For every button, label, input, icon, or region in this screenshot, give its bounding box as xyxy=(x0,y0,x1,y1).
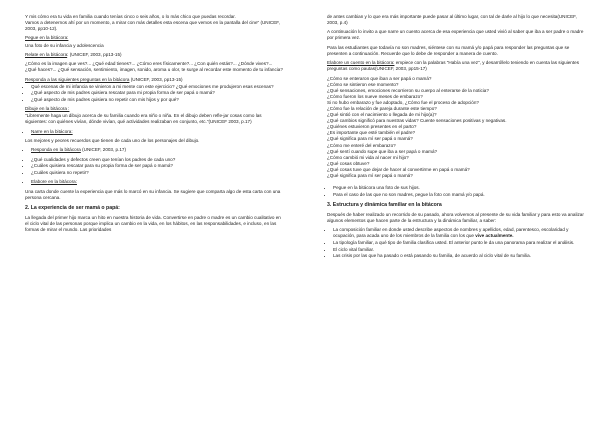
list-item: ¿Qué significa para mí ser papá o mamá? xyxy=(327,136,413,142)
pegue-text: Una foto de su infancia y adolescencia xyxy=(25,42,104,48)
list-item: ¿Cómo fueron los nueve meses de embarazo? xyxy=(327,93,423,99)
list-item: ¿Qué sensaciones, emociones recorrieron su cuerpo al enterarse de la noticia? xyxy=(327,87,489,93)
section3-list xyxy=(327,227,585,259)
list-item: ¿Es importante que esté también el padre? xyxy=(327,130,416,136)
list-item: ¿Qué significa para mí ser papá o mamá? xyxy=(327,173,413,178)
list-item: • El ciclo vital familiar. xyxy=(333,247,585,253)
responda2-line: • Responda en la bitácora (UNICEF, 2003, p.17) xyxy=(31,147,283,153)
narre-list xyxy=(25,129,283,135)
elabore-head xyxy=(25,179,283,185)
list-item: ¿Qué sentí cuando supe que iba a ser papá o mamá? xyxy=(327,148,438,154)
list-item: ¿Qué sintió con el nacimiento o llegada de mi hijo(a)? xyxy=(327,112,437,118)
list-item: • Qué escenas de mi infancia se vinieron a mi mente con este ejercicio? ¿Qué emociones me produjeron esas escenas? xyxy=(31,84,283,90)
left-column xyxy=(25,14,283,236)
list-item: • ¿Cuáles quisiera rescatar para su propia forma de ser papá o mamá? xyxy=(31,163,283,169)
list-item: • La composición familiar en donde usted describe aspectos de nombres y apellidos, edad, parentesco, escolaridad y ocupación, para acada uno de los miembros de la familia con los que vive actualmente. xyxy=(333,227,585,239)
section3-title: 3. Estructura y dinámica familiar en la bitácora xyxy=(327,201,442,208)
list-item: • Pegue en la bitácora una foto de sus hijos. xyxy=(333,185,585,191)
section2-text: La llegada del primer hijo marca un hito en nuestra historia de vida. Convertirse en padre o madre es un cambio cualitativo en el ciclo vital de las personas porque implica un cambio en la vida, en los hábitos, en las responsabilidades, e incluso, en las formas de mirar el mundo. Las prioridades xyxy=(25,214,281,232)
list-item: • Para el caso de las que no son madres, pegue la foto con mamá y/o papá. xyxy=(333,192,585,198)
responda-list xyxy=(25,84,283,103)
list-item: ¿Cómo se sintieron ese momento? xyxy=(327,81,399,87)
list-item: ¿Quiénes estuvieron presentes en el parto? xyxy=(327,124,417,130)
pegue-list xyxy=(327,185,585,198)
list-item: ¿Qué cosas obtuve? xyxy=(327,160,370,166)
list-item: ¿Cómo fue la relación de pareja durante este tiempo? xyxy=(327,105,437,111)
list-item: • ¿Qué aspecto de mis padres quisiera rescatar para mi propia forma de ser papá o mamá? xyxy=(31,90,283,96)
section2-title: 2. La experiencia de ser mamá o papá: xyxy=(25,204,120,211)
list-item: • La tipología familiar, a qué tipo de familia clasifica usted. El anterior punto le da una panorama para realizar el análisis. xyxy=(333,240,585,246)
list-item: • ¿Qué aspecto de mis padres quisiera no repetir con mis hijos y por qué? xyxy=(31,97,283,103)
cuento-line: Elabore un cuento en la bitácora: empiece con la palabras "Había una vez", y desarróllelo teniendo en cuenta las siguientes preguntas como pautas(UNICEF, 2003, pp15-17) xyxy=(327,60,579,72)
continuation-paragraph: de antes cambian y lo que era más importante puede pasar al último lugar, con tal de darle al hijo lo que necesita(UNICEF, 2003, p.4) xyxy=(327,14,577,26)
list-item: ¿Cómo me enteré del embarazo? xyxy=(327,142,396,148)
cuento-questions xyxy=(327,76,585,180)
list-item: • Las crisis por las que ha pasado o está pasando su familia, de acuerdo al ciclo vital de su familia. xyxy=(333,253,585,259)
narre-label: • Narre en la bitácora: xyxy=(31,129,283,135)
list-item: ¿Cómo se enteraron que iban a ser papá o mamá? xyxy=(327,75,432,81)
elabore-text: Una carta donde cuente la experiencia que más lo marcó en su infancia. Se sugiere que comparta algo de esta carta con una persona cercana. xyxy=(25,188,281,200)
intro-paragraph: Y mis cómo era tu vida en familia cuando tenías cinco o seis años, o lo más chico que puedas recordar. Vamos a detenernos ahí por un momento, a mirar con más detalles esta escena que vemos en la pantalla del cine" (UNICEF, 2003, pp10-12). xyxy=(25,14,280,32)
dibuje-text: "Libremente haga un dibujo acerca de su familia cuando era niño o niña. En el dibujo deben refle-jar cosas como las siguientes: con quiénes vivían, dónde vivían, qué actividades realizaban en conjunto, etc."(UNICEF 2003, p.17) xyxy=(25,113,262,125)
relate-line: Relate en la bitácora: (UNICEF, 2003, pp13-15) xyxy=(25,51,122,57)
responda2-list xyxy=(25,157,283,176)
list-item: Si no hubo embarazo y fue adoptado, ¿Cómo fue el proceso de adopción? xyxy=(327,99,479,105)
list-item: ¿Qué cosas tuve que dejar de hacer al convertirme en papá o mamá? xyxy=(327,166,470,172)
invite-paragraph: A continuación lo invito a que narre un cuento acerca de esa experiencia que usted vivió al saber que iba a ser padre o madre por primera vez. xyxy=(327,29,584,41)
list-item: ¿Qué cambios significó para nuestras vidas? Cuente sensaciones positivas y negativas. xyxy=(327,118,507,124)
questions-paragraph: ¿Cómo es la imagen que ves?... ¿Qué edad tienes?... ¿Cómo eres físicamente?... ¿Con quién estás?... ¿Dónde vives?... ¿Qué haces?... ¿Qué sensación, sentimiento, imagen, sonido, aroma u olor, te surge al recordar este momento de tu infancia? xyxy=(25,61,283,73)
narre-text: Los mejores y peores recuerdos que tienen de cada uno de los personajes del dibujo. xyxy=(25,138,200,143)
elabore-label: • Elabore en la bitácora: xyxy=(31,179,283,185)
pegue-label: Pegue en la bitácora: xyxy=(25,35,69,41)
responda2-head xyxy=(25,147,283,153)
list-item: • ¿Cuáles quisiera no repetir? xyxy=(31,170,283,176)
dibuje-label: Dibuje en la bitácora : xyxy=(25,106,70,112)
right-column xyxy=(327,14,585,263)
list-item: ¿Cómo cambió mi vida al nacer mi hijo? xyxy=(327,154,409,160)
sit-paragraph: Para las estudiantes que todavía no son madres, siéntese con su mamá y/o papá para responder las preguntas que se presenten a continuación. Recuerde que lo debe de responder a manera de cuento. xyxy=(327,44,570,56)
section3-text: Después de haber realizado un recorrido de su pasado, ahora volvemos al presente de su vida familiar y para esto va analizar algunos elementos que hacen parte de la estructura y la dinámica familiar, a saber: xyxy=(327,211,584,223)
responda-line: Responda a las siguientes preguntas en la bitácora (UNICEF, 2003, pp13-15) xyxy=(25,76,183,82)
list-item: • ¿Qué cualidades y defectos creen que tenían los padres de cada uno? xyxy=(31,157,283,163)
